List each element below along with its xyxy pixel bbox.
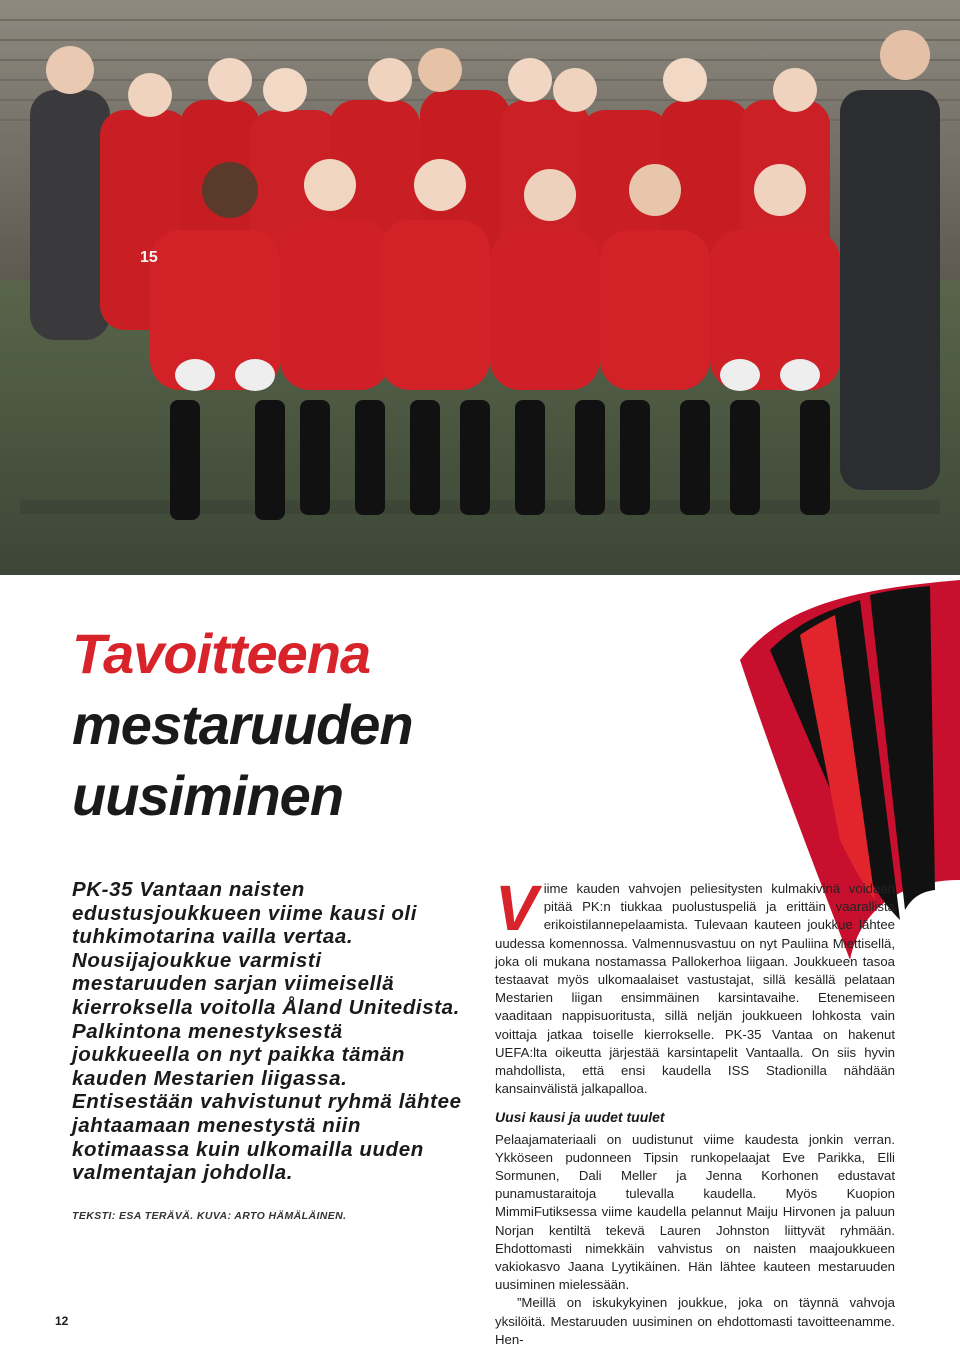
title-line-2: mestaruuden bbox=[72, 693, 413, 756]
body-paragraph-2: Pelaajamateriaali on uudistunut viime kaudesta jonkin verran. Ykköseen pudonneen Tipsin runkopelaajat Eve Parikka, Elli Sormunen, Dali Meller ja Jenna Korhonen edustavat punamustaraitoja tulevalla kaudella. Myös Kuopion MimmiFutiksessa viime kaudella pelannut Maiju Hirvonen ja paluun Norjan kentiltä tekevä Lauren Johnston liittyvät ryhmään. Ehdottomasti nimekkäin vahvistus on naisten maajoukkueen vakiokasvo Jaana Lyytikäinen. Hän lähtee kauteen mestaruuden uusiminen mielessään. bbox=[495, 1131, 895, 1293]
jersey-number: 15 bbox=[140, 249, 158, 266]
drop-cap: V bbox=[495, 872, 538, 944]
team-photo-illustration bbox=[0, 0, 960, 575]
body-column bbox=[495, 872, 895, 1349]
title-line-1: Tavoitteena bbox=[72, 622, 371, 685]
subheading: Uusi kausi ja uudet tuulet bbox=[495, 1109, 665, 1126]
body-paragraph-3: ”Meillä on iskukykyinen joukkue, joka on täynnä vahvoja yksilöitä. Mestaruuden uusiminen on ehdottomasti tavoitteenamme. Hen- bbox=[495, 1295, 895, 1347]
page-number: 12 bbox=[55, 1314, 69, 1328]
lead-paragraph: PK-35 Vantaan naisten edustusjoukkueen viime kausi oli tuhkimotarina vailla vertaa. Nousijajoukkue varmisti mestaruuden sarjan viimeisellä kierroksella voitolla Åland Unitedista. Palkintona menestyksestä joukkueella on nyt paikka tämän kauden Mestarien liigassa. Entisestään vahvistunut ryhmä lähtee jahtaamaan menestystä niin kotimaassa kuin ulkomailla uuden valmentajan johdolla. bbox=[72, 878, 462, 1185]
team-photo bbox=[0, 0, 960, 575]
title-line-3: uusiminen bbox=[72, 764, 344, 827]
credit-line: TEKSTI: ESA TERÄVÄ. KUVA: ARTO HÄMÄLÄINEN. bbox=[72, 1210, 347, 1222]
body-paragraph-1 bbox=[495, 872, 895, 1098]
body-paragraph-1-text: iime kauden vahvojen peliesitysten kulmakivinä voidaan pitää PK:n tiukkaa puolustuspeliä ja erittäin vaarallista erikoistilannepelaamista. Tulevaan kauteen joukkue lähtee uudessa komennossa. Valmennusvastuu on nyt Pauliina Miettisellä, joka oli mukana nostamassa Pallokerhoa liigaan. Joukkueen tasoa testaavat myös ulkomaalaiset vastustajat, sillä kesällä pelataan Mestarien liigan ensimmäinen karsintavaihe. Etenemiseen vaaditaan nappisuoritusta, sillä neljän joukkueen lohkosta vain voittaja jatkaa toiselle kierrokselle. PK-35 Vantaa on hakenut UEFA:lta oikeutta järjestää karsintapelit Vantaalla. On siis hyvin mahdollista, että ensi kaudella ISS Stadionilla nähdään kansainvälistä jalkapalloa. bbox=[495, 881, 895, 1097]
article-title bbox=[72, 618, 413, 831]
